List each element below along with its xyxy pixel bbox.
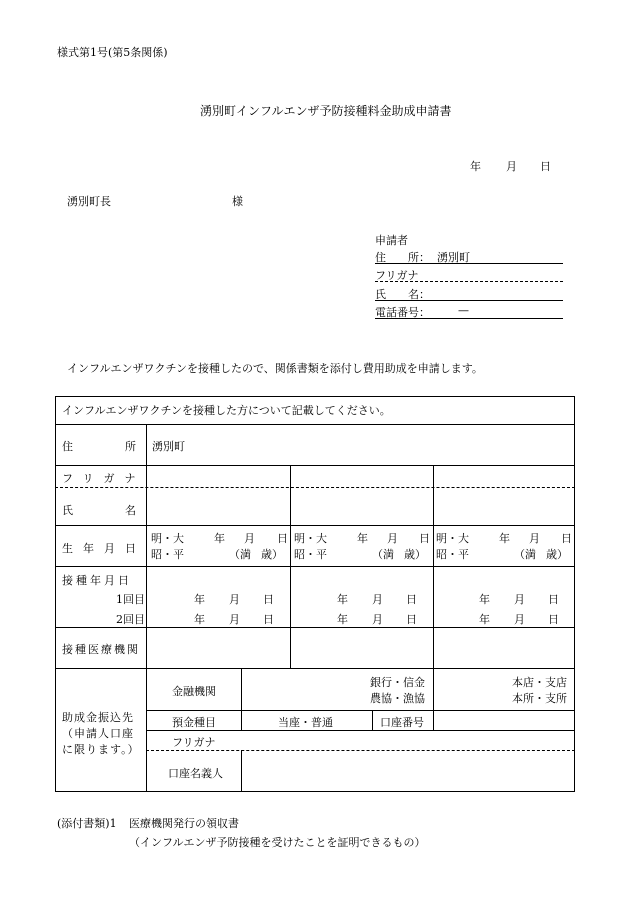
applicant-address-value[interactable]: 湧別町 — [437, 251, 470, 264]
birth-month-label: 月 — [529, 532, 540, 545]
row-divider-dashed — [55, 487, 575, 488]
name-underline — [375, 300, 563, 301]
date-month-label: 月 — [506, 160, 517, 173]
name-row-label: 氏 名 — [62, 504, 146, 517]
date-year-label: 年 — [470, 160, 481, 173]
bank-field-divider — [241, 668, 242, 730]
dose2-month: 月 — [229, 613, 240, 626]
dose2-day: 日 — [548, 613, 559, 626]
era-options-top: 明・大 — [294, 532, 327, 545]
era-options-bottom: 昭・平 — [151, 548, 184, 561]
age-open-label: （満 — [372, 548, 394, 561]
dose1-year: 年 — [479, 593, 490, 606]
table-header: インフルエンザワクチンを接種した方について記載してください。 — [62, 404, 391, 417]
bank-types-bottom[interactable]: 農協・漁協 — [370, 692, 425, 705]
dose2-day: 日 — [263, 613, 274, 626]
addressee-name: 湧別町長 — [67, 195, 111, 208]
phone-separator: — — [458, 304, 469, 317]
branch-types-top[interactable]: 本店・支店 — [512, 676, 567, 689]
attachments-item: 医療機関発行の領収書 — [129, 817, 239, 830]
birth-year-label: 年 — [499, 532, 510, 545]
era-options-bottom: 昭・平 — [436, 548, 469, 561]
birth-year-label: 年 — [357, 532, 368, 545]
dose1-month: 月 — [229, 593, 240, 606]
dose1-month: 月 — [514, 593, 525, 606]
applicant-heading: 申請者 — [375, 234, 408, 247]
dose2-month: 月 — [372, 613, 383, 626]
dose1-month: 月 — [372, 593, 383, 606]
dose1-day: 日 — [406, 593, 417, 606]
bank-types-top[interactable]: 銀行・信金 — [370, 676, 425, 689]
dose2-day: 日 — [406, 613, 417, 626]
furigana-row-label: フリガナ — [62, 472, 146, 485]
dose2-year: 年 — [337, 613, 348, 626]
applicant-address-label: 住 所： — [375, 251, 430, 264]
attachments-label: (添付書類)1 — [57, 817, 117, 830]
age-close-label: 歳） — [546, 548, 568, 561]
applicant-furigana-label: フリガナ — [375, 269, 419, 282]
clinic-row-label: 接種医療機関 — [62, 643, 140, 656]
birth-day-label: 日 — [419, 532, 430, 545]
deposit-type-label: 預金種目 — [172, 716, 216, 729]
age-close-label: 歳） — [404, 548, 426, 561]
furigana-underline — [375, 281, 563, 282]
branch-types-bottom[interactable]: 本所・支所 — [512, 692, 567, 705]
dose1-day: 日 — [263, 593, 274, 606]
row-divider — [55, 525, 575, 526]
row-divider — [55, 566, 575, 567]
dose1-day: 日 — [548, 593, 559, 606]
application-statement: インフルエンザワクチンを接種したので、関係書類を添付し費用助成を申請します。 — [67, 362, 483, 375]
row-divider — [55, 668, 575, 669]
address-underline — [375, 263, 563, 264]
first-dose-label: 1回目 — [116, 593, 145, 606]
age-open-label: （満 — [229, 548, 251, 561]
birth-day-label: 日 — [561, 532, 572, 545]
deposit-type-options[interactable]: 当座・普通 — [278, 716, 333, 729]
row-divider — [55, 627, 575, 628]
birth-day-label: 日 — [277, 532, 288, 545]
second-dose-label: 2回目 — [116, 613, 145, 626]
dose2-month: 月 — [514, 613, 525, 626]
birth-row-label: 生年月日 — [62, 542, 146, 555]
account-divider — [433, 710, 434, 730]
form-title: 湧別町インフルエンザ予防接種料金助成申請書 — [200, 104, 452, 118]
account-number-label: 口座番号 — [380, 716, 424, 729]
bank-section-label: 助成金振込先（申請人口座に限ります。） — [62, 711, 140, 756]
address-row-value[interactable]: 湧別町 — [152, 440, 185, 453]
dose2-year: 年 — [194, 613, 205, 626]
dose1-year: 年 — [337, 593, 348, 606]
branch-divider — [433, 668, 434, 710]
birth-month-label: 月 — [244, 532, 255, 545]
row-divider-dashed — [146, 750, 575, 751]
date-day-label: 日 — [540, 160, 551, 173]
account-divider — [372, 710, 373, 730]
phone-underline — [375, 318, 563, 319]
bank-field-divider — [241, 750, 242, 792]
form-number: 様式第1号(第5条関係) — [57, 46, 168, 59]
dose1-year: 年 — [194, 593, 205, 606]
row-divider — [55, 465, 575, 466]
address-row-label: 住 所 — [62, 440, 146, 453]
era-options-top: 明・大 — [151, 532, 184, 545]
applicant-name-label: 氏 名： — [375, 288, 430, 301]
applicant-phone-label: 電話番号： — [375, 306, 430, 319]
age-close-label: 歳） — [261, 548, 283, 561]
era-options-top: 明・大 — [436, 532, 469, 545]
era-options-bottom: 昭・平 — [294, 548, 327, 561]
birth-month-label: 月 — [387, 532, 398, 545]
label-column-divider — [146, 424, 147, 668]
vaccination-date-label: 接種年月日 — [62, 574, 132, 587]
institution-label: 金融機関 — [172, 685, 216, 698]
dose2-year: 年 — [479, 613, 490, 626]
row-divider — [55, 424, 575, 425]
bank-furigana-label: フリガナ — [172, 736, 216, 749]
birth-year-label: 年 — [214, 532, 225, 545]
attachments-note: （インフルエンザ予防接種を受けたことを証明できるもの） — [129, 836, 426, 849]
row-divider — [146, 730, 575, 731]
addressee-honorific: 様 — [232, 195, 243, 208]
age-open-label: （満 — [514, 548, 536, 561]
account-holder-label: 口座名義人 — [168, 767, 223, 780]
row-divider — [146, 710, 575, 711]
